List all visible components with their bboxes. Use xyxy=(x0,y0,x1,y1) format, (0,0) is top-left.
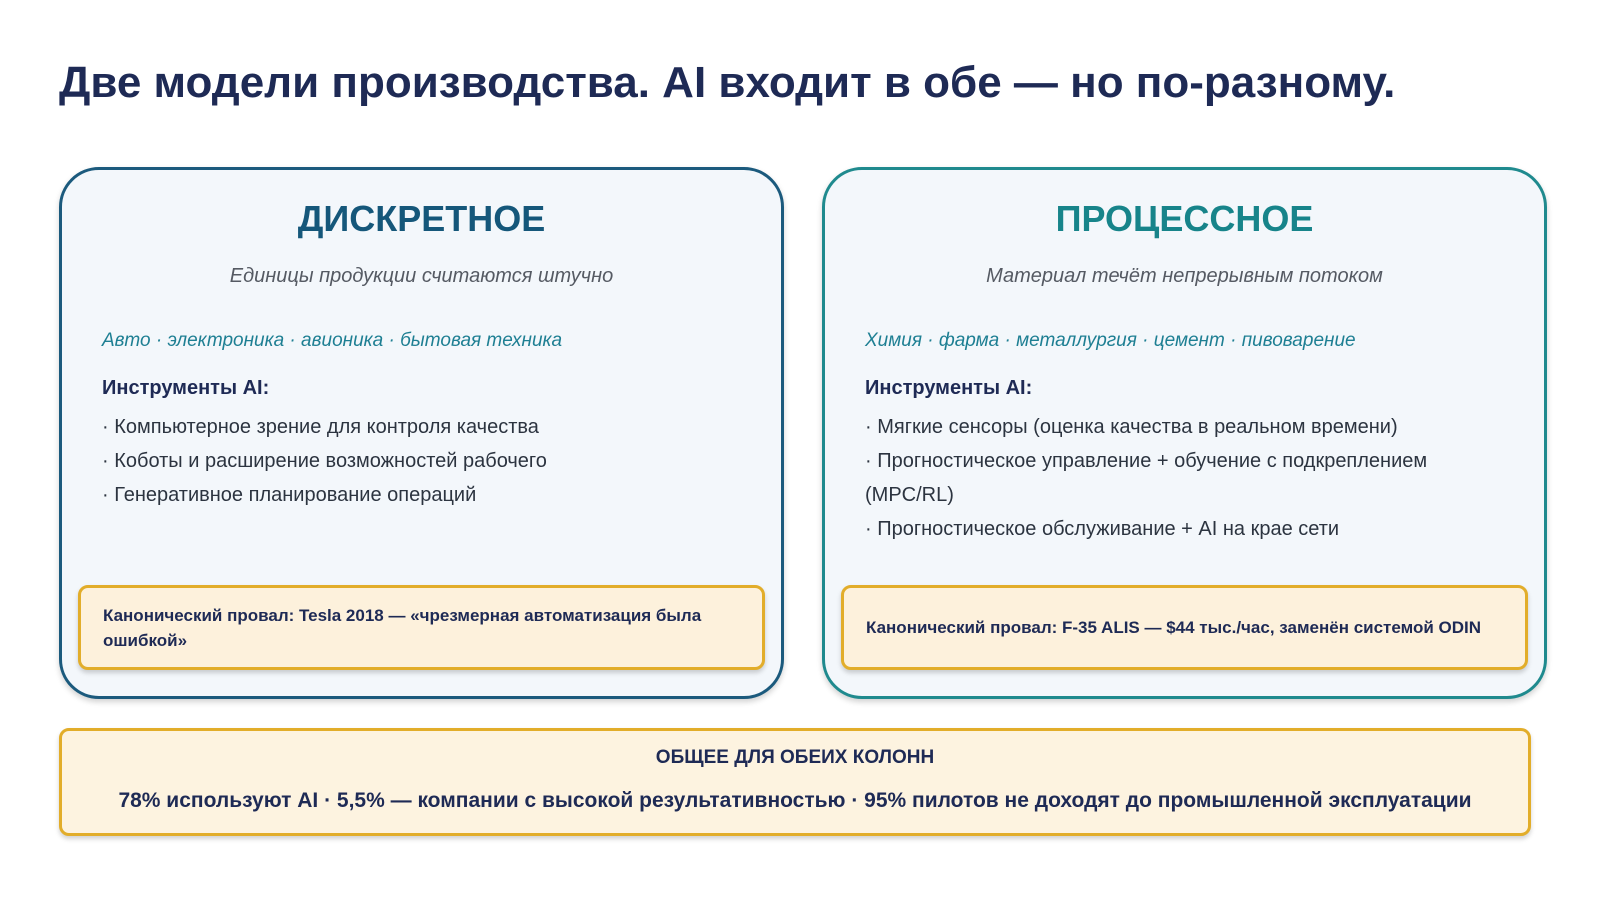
process-tools-list xyxy=(865,410,1514,546)
discrete-industries: Авто · электроника · авионика · бытовая техника xyxy=(102,330,563,351)
process-tool-item: · Мягкие сенсоры (оценка качества в реальном времени) xyxy=(865,416,1398,438)
discrete-tools-title: Инструменты AI: xyxy=(102,377,270,399)
process-heading: ПРОЦЕССНОЕ xyxy=(1055,198,1314,239)
common-summary-box xyxy=(59,728,1531,836)
common-stats: 78% используют AI · 5,5% — компании с высокой результативностью · 95% пилотов не доходят до промышленной эксплуатации xyxy=(118,789,1472,812)
process-column xyxy=(822,167,1547,699)
discrete-failure-box xyxy=(78,585,765,670)
process-tool-item: · Прогностическое обслуживание + AI на крае сети xyxy=(865,518,1340,540)
discrete-heading: ДИСКРЕТНОЕ xyxy=(297,198,546,239)
page-title: Две модели производства. AI входит в обе — но по-разному. xyxy=(59,58,1396,107)
process-tool-item: · Прогностическое управление + обучение с подкреплением (MPC/RL) xyxy=(865,450,1428,506)
process-industries: Химия · фарма · металлургия · цемент · пивоварение xyxy=(865,330,1356,351)
discrete-failure-text: Канонический провал: Tesla 2018 — «чрезмерная автоматизация была ошибкой» xyxy=(103,605,702,650)
discrete-tool-item: · Генеративное планирование операций xyxy=(102,484,477,506)
discrete-column xyxy=(59,167,784,699)
discrete-subtitle: Единицы продукции считаются штучно xyxy=(229,265,614,287)
process-subtitle: Материал течёт непрерывным потоком xyxy=(986,265,1383,287)
discrete-tools-list xyxy=(102,410,751,512)
common-title: ОБЩЕЕ ДЛЯ ОБЕИХ КОЛОНН xyxy=(655,747,935,768)
process-tools-title: Инструменты AI: xyxy=(865,377,1033,399)
discrete-tool-item: · Компьютерное зрение для контроля качества xyxy=(102,416,539,438)
discrete-tool-item: · Коботы и расширение возможностей рабочего xyxy=(102,450,547,472)
process-failure-box xyxy=(841,585,1528,670)
process-failure-text: Канонический провал: F-35 ALIS — $44 тыс./час, заменён системой ODIN xyxy=(866,618,1482,637)
